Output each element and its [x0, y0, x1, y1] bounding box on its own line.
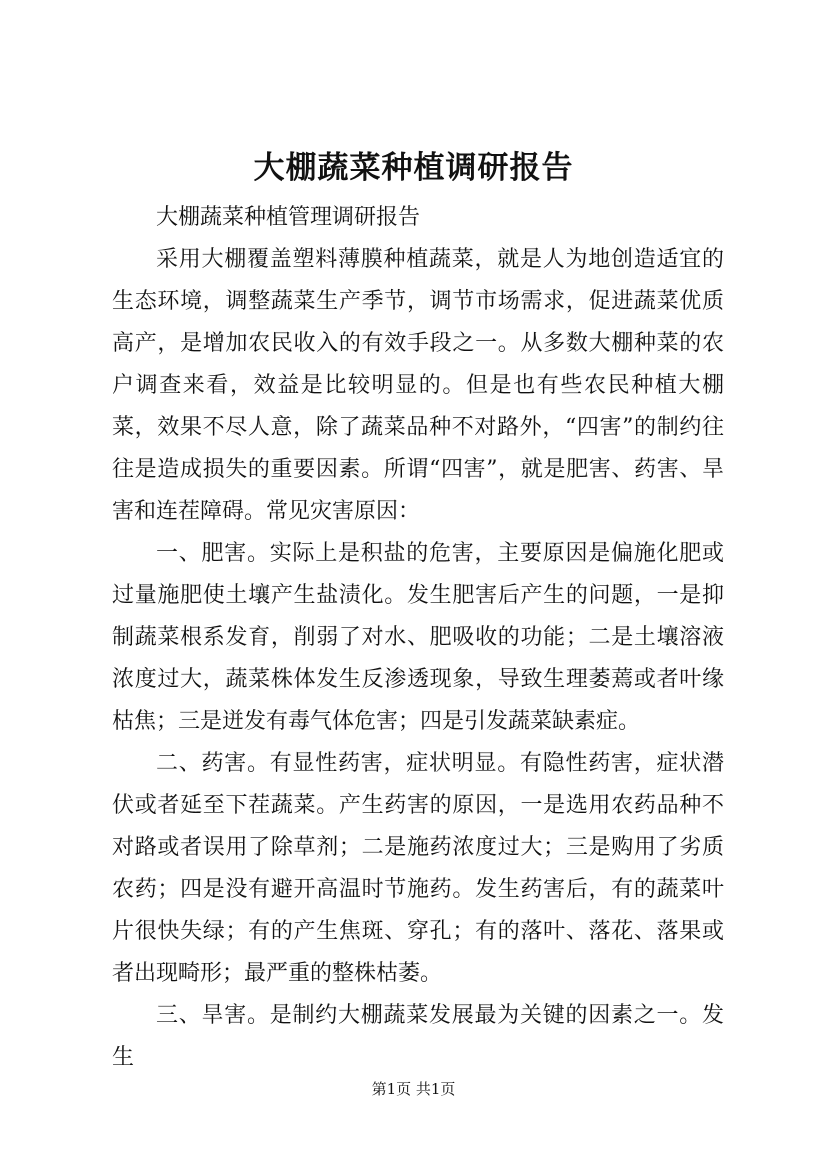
paragraph-pesticide-damage: 二、药害。有显性药害，症状明显。有隐性药害，症状潜伏或者延至下茬蔬菜。产生药害的原因，一是选用农药品种不对路或者误用了除草剂；二是施药浓度过大；三是购用了劣质农药；四是没有避开高温时节施药。发生药害后，有的蔬菜叶片很快失绿；有的产生焦斑、穿孔；有的落叶、落花、落果或者出现畸形；最严重的整株枯萎。: [112, 751, 724, 986]
paragraph-subtitle: 大棚蔬菜种植管理调研报告: [156, 205, 421, 230]
page-number-footer: 第1页 共1页: [371, 1080, 456, 1098]
document-body: [112, 197, 724, 1079]
document-title: 大棚蔬菜种植调研报告: [253, 150, 574, 186]
paragraph-drought-damage: 三、旱害。是制约大棚蔬菜发展最为关键的因素之一。发生: [112, 1003, 724, 1070]
paragraph-fertilizer-damage: 一、肥害。实际上是积盐的危害，主要原因是偏施化肥或过量施肥使土壤产生盐渍化。发生肥害后产生的问题，一是抑制蔬菜根系发育，削弱了对水、肥吸收的功能；二是土壤溶液浓度过大，蔬菜株体发生反渗透现象，导致生理萎蔫或者叶缘枯焦；三是迸发有毒气体危害；四是引发蔬菜缺素症。: [112, 541, 724, 734]
paragraph-intro: 采用大棚覆盖塑料薄膜种植蔬菜，就是人为地创造适宜的生态环境，调整蔬菜生产季节，调节市场需求，促进蔬菜优质高产，是增加农民收入的有效手段之一。从多数大棚种菜的农户调查来看，效益是比较明显的。但是也有些农民种植大棚菜，效果不尽人意，除了蔬菜品种不对路外，“四害”的制约往往是造成损失的重要因素。所谓“四害”，就是肥害、药害、旱害和连茬障碍。常见灾害原因：: [112, 247, 724, 524]
